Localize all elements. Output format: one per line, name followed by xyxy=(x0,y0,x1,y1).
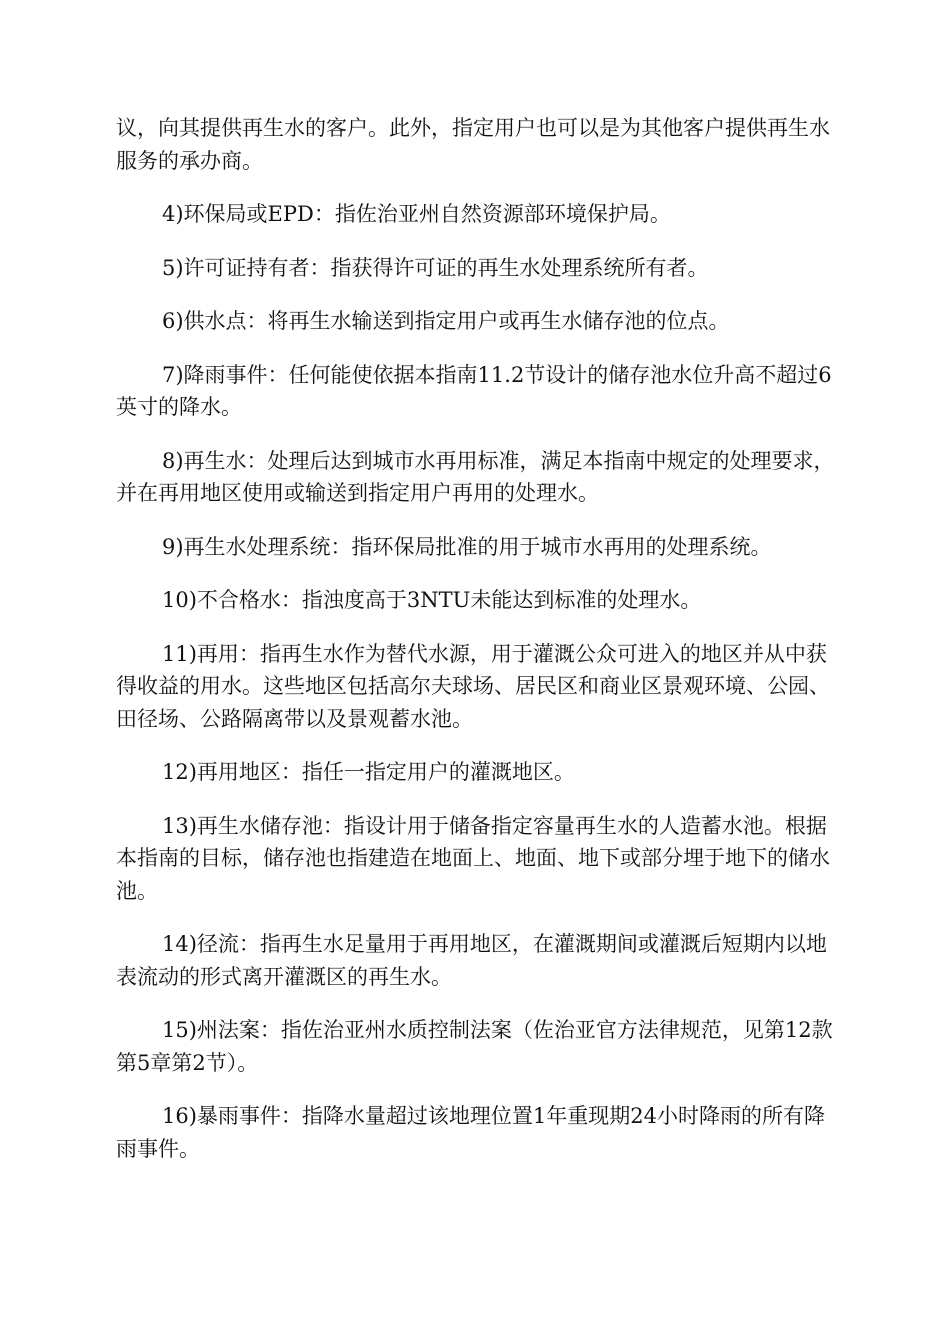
definition-epd: 4)环保局或EPD：指佐治亚州自然资源部环境保护局。 xyxy=(162,202,671,226)
definition-runoff: 14)径流：指再生水足量用于再用地区，在灌溉期间或灌溉后短期内以地表流动的形式离开灌溉区的再生水。 xyxy=(116,932,827,989)
definition-rain-event: 7)降雨事件：任何能使依据本指南11.2节设计的储存池水位升高不超过6英寸的降水。 xyxy=(116,362,832,419)
definition-reuse: 11)再用：指再生水作为替代水源，用于灌溉公众可进入的地区并从中获得收益的用水。这些地区包括高尔夫球场、居民区和商业区景观环境、公园、田径场、公路隔离带以及景观蓄水池。 xyxy=(116,641,830,731)
definition-storm-event: 16)暴雨事件：指降水量超过该地理位置1年重现期24小时降雨的所有降雨事件。 xyxy=(116,1104,825,1161)
definition-supply-point: 6)供水点：将再生水输送到指定用户或再生水储存池的位点。 xyxy=(162,309,730,333)
definition-state-act: 15)州法案：指佐治亚州水质控制法案（佐治亚官方法律规范，见第12款第5章第2节）。 xyxy=(116,1018,833,1075)
definition-treatment-system: 9)再生水处理系统：指环保局批准的用于城市水再用的处理系统。 xyxy=(162,534,772,559)
definition-permit-holder: 5)许可证持有者：指获得许可证的再生水处理系统所有者。 xyxy=(162,255,709,280)
definition-reuse-area: 12)再用地区：指任一指定用户的灌溉地区。 xyxy=(162,760,575,784)
paragraph-continuation: 议，向其提供再生水的客户。此外，指定用户也可以是为其他客户提供再生水服务的承办商。 xyxy=(116,116,830,173)
definition-nonconforming-water: 10)不合格水：指浊度高于3NTU未能达到标准的处理水。 xyxy=(162,588,702,612)
definition-reclaimed-water: 8)再生水：处理后达到城市水再用标准，满足本指南中规定的处理要求，并在再用地区使用或输送到指定用户再用的处理水。 xyxy=(116,448,835,505)
definition-storage-pond: 13)再生水储存池：指设计用于储备指定容量再生水的人造蓄水池。根据本指南的目标，储存池也指建造在地面上、地面、地下或部分埋于地下的储水池。 xyxy=(116,813,830,903)
